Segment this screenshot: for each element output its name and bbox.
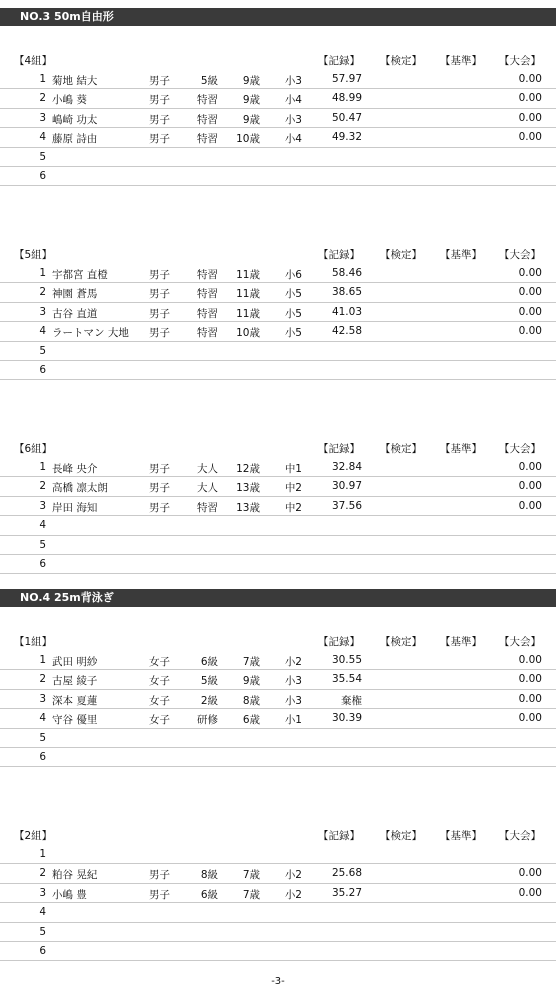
lane-number: 5: [39, 538, 46, 551]
class-level: 8級: [200, 869, 218, 882]
lane-number: 5: [39, 150, 46, 163]
gender: 男子: [149, 113, 170, 126]
group-label: 【2組】: [14, 830, 53, 842]
taikai-value: 0.00: [518, 92, 542, 105]
class-level: 特習: [197, 307, 218, 320]
race-group: [0, 244, 556, 380]
class-level: 特習: [197, 133, 218, 146]
taikai-value: 0.00: [518, 461, 542, 473]
group-header: [0, 825, 556, 845]
group-label: 【4組】: [14, 55, 53, 67]
lane-number: 5: [39, 731, 46, 744]
gender: 男子: [149, 327, 170, 340]
lane-row: [0, 497, 556, 516]
taikai-value: 0.00: [518, 131, 542, 144]
lane-row: [0, 690, 556, 709]
race-group: [0, 438, 556, 574]
lane-number: 1: [39, 267, 46, 279]
school-grade: 小2: [284, 869, 302, 882]
swimmer-name: 古屋 綾子: [52, 675, 98, 688]
lane-number: 1: [39, 73, 46, 85]
gender: 男子: [149, 288, 170, 301]
group-label: 【1組】: [14, 636, 53, 648]
record-time: 58.46: [331, 267, 362, 279]
lane-row: [0, 109, 556, 128]
age: 12歳: [236, 463, 260, 475]
record-time: 49.32: [331, 131, 362, 144]
taikai-header: 【大会】: [499, 249, 541, 261]
age: 9歳: [242, 675, 260, 688]
gender: 男子: [149, 869, 170, 882]
class-level: 特習: [197, 269, 218, 281]
age: 6歳: [242, 714, 260, 727]
race-group: [0, 50, 556, 186]
taikai-value: 0.00: [518, 325, 542, 338]
lane-number: 3: [39, 886, 46, 899]
age: 7歳: [242, 656, 260, 668]
taikai-value: 0.00: [518, 267, 542, 279]
swimmer-name: 神園 蒼馬: [52, 288, 98, 301]
age: 8歳: [242, 694, 260, 707]
lane-row: [0, 516, 556, 535]
record-time: 35.27: [331, 886, 362, 899]
record-header: 【記録】: [318, 830, 360, 842]
swimmer-name: 武田 明紗: [52, 656, 98, 668]
age: 7歳: [242, 888, 260, 901]
gender: 女子: [149, 694, 170, 707]
record-header: 【記録】: [318, 249, 360, 261]
swimmer-name: 守谷 優里: [52, 714, 98, 727]
swimmer-name: 古谷 直道: [52, 307, 98, 320]
taikai-header: 【大会】: [499, 830, 541, 842]
gender: 男子: [149, 269, 170, 281]
lane-number: 4: [39, 712, 46, 725]
event-title: NO.4 25m背泳ぎ: [20, 591, 114, 604]
taikai-header: 【大会】: [499, 55, 541, 67]
lane-row: [0, 555, 556, 574]
taikai-value: 0.00: [518, 111, 542, 124]
age: 10歳: [236, 327, 260, 340]
event-bar: [0, 8, 556, 26]
gender: 女子: [149, 675, 170, 688]
group-label: 【5組】: [14, 249, 53, 261]
taikai-value: 0.00: [518, 480, 542, 493]
gender: 男子: [149, 307, 170, 320]
record-header: 【記録】: [318, 55, 360, 67]
school-grade: 小5: [284, 327, 302, 340]
swimmer-name: ラートマン 大地: [52, 327, 129, 340]
kentei-header: 【検定】: [380, 636, 422, 648]
record-time: 32.84: [331, 461, 362, 473]
school-grade: 小6: [284, 269, 302, 281]
lane-number: 3: [39, 692, 46, 705]
kijun-header: 【基準】: [440, 443, 482, 455]
lane-number: 4: [39, 325, 46, 338]
lane-row: [0, 651, 556, 670]
lane-number: 6: [39, 169, 46, 182]
gender: 男子: [149, 888, 170, 901]
school-grade: 小5: [284, 307, 302, 320]
school-grade: 小4: [284, 94, 302, 107]
school-grade: 中1: [284, 463, 302, 475]
record-time: 42.58: [331, 325, 362, 338]
lane-row: [0, 670, 556, 689]
class-level: 特習: [197, 327, 218, 340]
lane-row: [0, 864, 556, 883]
lane-row: [0, 264, 556, 283]
class-level: 大人: [197, 482, 218, 495]
lane-number: 1: [39, 461, 46, 473]
kentei-header: 【検定】: [380, 830, 422, 842]
race-group: [0, 631, 556, 767]
school-grade: 小3: [284, 675, 302, 688]
age: 9歳: [242, 113, 260, 126]
class-level: 5級: [200, 675, 218, 688]
swimmer-name: 宇都宮 直橙: [52, 269, 108, 281]
gender: 男子: [149, 463, 170, 475]
lane-number: 1: [39, 654, 46, 666]
race-group: [0, 825, 556, 961]
age: 7歳: [242, 869, 260, 882]
class-level: 研修: [197, 714, 218, 727]
taikai-value: 0.00: [518, 692, 542, 705]
swimmer-name: 小嶋 葵: [52, 94, 87, 107]
lane-row: [0, 70, 556, 89]
lane-row: [0, 748, 556, 767]
age: 9歳: [242, 94, 260, 107]
lane-row: [0, 167, 556, 186]
taikai-value: 0.00: [518, 867, 542, 880]
lane-row: [0, 303, 556, 322]
page-number: -3-: [271, 976, 285, 987]
kentei-header: 【検定】: [380, 249, 422, 261]
lane-row: [0, 342, 556, 361]
lane-row: [0, 283, 556, 302]
lane-row: [0, 729, 556, 748]
swimmer-name: 菊地 結大: [52, 75, 98, 87]
lane-number: 1: [39, 848, 46, 860]
age: 11歳: [236, 269, 260, 281]
swimmer-name: 小嶋 豊: [52, 888, 87, 901]
class-level: 特習: [197, 94, 218, 107]
swimmer-name: 岸田 海知: [52, 501, 98, 514]
class-level: 2級: [200, 694, 218, 707]
school-grade: 小2: [284, 888, 302, 901]
event-bar: [0, 589, 556, 607]
lane-number: 2: [39, 867, 46, 880]
lane-row: [0, 458, 556, 477]
gender: 男子: [149, 94, 170, 107]
lane-number: 4: [39, 131, 46, 144]
lane-row: [0, 884, 556, 903]
lane-number: 3: [39, 499, 46, 512]
event-title: NO.3 50m自由形: [20, 10, 114, 23]
kijun-header: 【基準】: [440, 830, 482, 842]
record-time: 37.56: [331, 499, 362, 512]
lane-number: 4: [39, 906, 46, 919]
taikai-value: 0.00: [518, 73, 542, 85]
record-time: 30.97: [331, 480, 362, 493]
kijun-header: 【基準】: [440, 55, 482, 67]
record-time: 30.55: [331, 654, 362, 666]
group-header: [0, 438, 556, 458]
taikai-header: 【大会】: [499, 636, 541, 648]
swimmer-name: 高橋 凛太朗: [52, 482, 108, 495]
lane-number: 6: [39, 750, 46, 763]
taikai-header: 【大会】: [499, 443, 541, 455]
class-level: 6級: [200, 656, 218, 668]
school-grade: 小3: [284, 113, 302, 126]
class-level: 特習: [197, 288, 218, 301]
lane-number: 2: [39, 92, 46, 105]
record-time: 30.39: [331, 712, 362, 725]
lane-number: 2: [39, 286, 46, 299]
lane-number: 6: [39, 557, 46, 570]
taikai-value: 0.00: [518, 712, 542, 725]
lane-row: [0, 923, 556, 942]
swimmer-name: 嶋崎 功太: [52, 113, 98, 126]
record-time: 35.54: [331, 673, 362, 686]
school-grade: 小3: [284, 694, 302, 707]
gender: 女子: [149, 656, 170, 668]
lane-row: [0, 128, 556, 147]
gender: 男子: [149, 501, 170, 514]
lane-number: 3: [39, 305, 46, 318]
swimmer-name: 長峰 央介: [52, 463, 98, 475]
swimmer-name: 藤原 詩由: [52, 133, 98, 146]
lane-number: 3: [39, 111, 46, 124]
class-level: 6級: [200, 888, 218, 901]
taikai-value: 0.00: [518, 305, 542, 318]
record-header: 【記録】: [318, 636, 360, 648]
lane-row: [0, 89, 556, 108]
kentei-header: 【検定】: [380, 443, 422, 455]
age: 10歳: [236, 133, 260, 146]
swimmer-name: 深本 夏蓮: [52, 694, 98, 707]
school-grade: 小1: [284, 714, 302, 727]
group-header: [0, 50, 556, 70]
lane-row: [0, 148, 556, 167]
record-time: 48.99: [331, 92, 362, 105]
school-grade: 中2: [284, 482, 302, 495]
age: 13歳: [236, 482, 260, 495]
gender: 男子: [149, 133, 170, 146]
record-time: 41.03: [331, 305, 362, 318]
lane-number: 5: [39, 925, 46, 938]
record-header: 【記録】: [318, 443, 360, 455]
kijun-header: 【基準】: [440, 636, 482, 648]
group-header: [0, 244, 556, 264]
age: 9歳: [242, 75, 260, 87]
lane-row: [0, 477, 556, 496]
lane-row: [0, 536, 556, 555]
swimmer-name: 粕谷 晃紀: [52, 869, 98, 882]
record-time: 50.47: [331, 111, 362, 124]
lane-number: 2: [39, 673, 46, 686]
school-grade: 小4: [284, 133, 302, 146]
age: 11歳: [236, 307, 260, 320]
record-time: 25.68: [331, 867, 362, 880]
taikai-value: 0.00: [518, 886, 542, 899]
lane-row: [0, 845, 556, 864]
age: 11歳: [236, 288, 260, 301]
lane-row: [0, 903, 556, 922]
lane-row: [0, 942, 556, 961]
lane-number: 5: [39, 344, 46, 357]
record-time: 棄権: [341, 694, 362, 707]
school-grade: 小5: [284, 288, 302, 301]
kentei-header: 【検定】: [380, 55, 422, 67]
kijun-header: 【基準】: [440, 249, 482, 261]
record-time: 57.97: [331, 73, 362, 85]
gender: 女子: [149, 714, 170, 727]
group-header: [0, 631, 556, 651]
school-grade: 小2: [284, 656, 302, 668]
class-level: 5級: [200, 75, 218, 87]
school-grade: 中2: [284, 501, 302, 514]
class-level: 特習: [197, 113, 218, 126]
school-grade: 小3: [284, 75, 302, 87]
lane-number: 4: [39, 519, 46, 532]
taikai-value: 0.00: [518, 654, 542, 666]
taikai-value: 0.00: [518, 673, 542, 686]
lane-row: [0, 361, 556, 380]
taikai-value: 0.00: [518, 499, 542, 512]
taikai-value: 0.00: [518, 286, 542, 299]
lane-number: 6: [39, 944, 46, 957]
gender: 男子: [149, 482, 170, 495]
age: 13歳: [236, 501, 260, 514]
lane-number: 6: [39, 363, 46, 376]
lane-row: [0, 322, 556, 341]
class-level: 特習: [197, 501, 218, 514]
gender: 男子: [149, 75, 170, 87]
record-time: 38.65: [331, 286, 362, 299]
group-label: 【6組】: [14, 443, 53, 455]
lane-row: [0, 709, 556, 728]
lane-number: 2: [39, 480, 46, 493]
class-level: 大人: [197, 463, 218, 475]
